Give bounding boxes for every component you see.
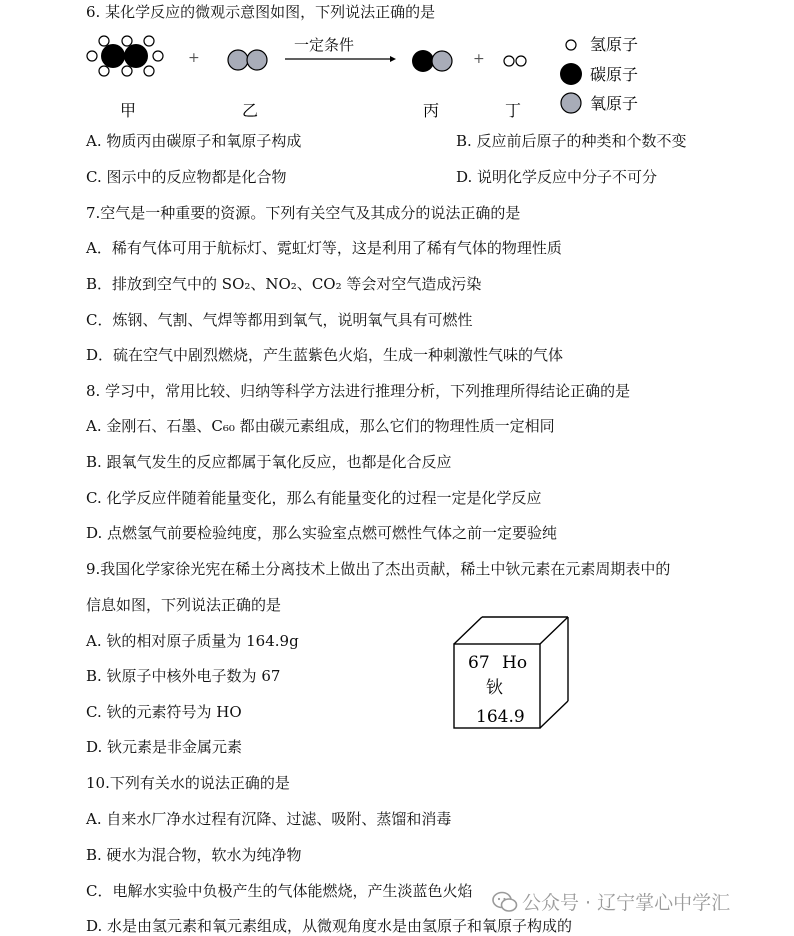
q7-option-b: B．排放到空气中的 SO₂、NO₂、CO₂ 等会对空气造成污染 <box>86 275 482 293</box>
q8-option-c: C. 化学反应伴随着能量变化，那么有能量变化的过程一定是化学反应 <box>86 489 542 507</box>
q7-option-a: A．稀有气体可用于航标灯、霓虹灯等，这是利用了稀有气体的物理性质 <box>86 239 562 257</box>
q6-option-d: D. 说明化学反应中分子不可分 <box>456 168 658 186</box>
q8-option-a: A. 金刚石、石墨、C₆₀ 都由碳元素组成，那么它们的物理性质一定相同 <box>86 417 555 435</box>
element-name: 钬 <box>486 678 503 698</box>
q10-option-d: D. 水是由氢元素和氧元素组成，从微观角度水是由氢原子和氧原子构成的 <box>86 917 573 935</box>
legend-carbon: 碳原子 <box>590 65 639 84</box>
q7-option-d: D．硫在空气中剧烈燃烧，产生蓝紫色火焰，生成一种刺激性气味的气体 <box>86 346 564 364</box>
oxygen-atom-icon <box>561 93 581 113</box>
element-cell-cube <box>450 614 574 732</box>
q10-option-b: B. 硬水为混合物，软水为纯净物 <box>86 846 302 864</box>
plus-sign: + <box>188 50 200 66</box>
q7-option-c: C．炼钢、气割、气焊等都用到氧气，说明氧气具有可燃性 <box>86 311 473 329</box>
wechat-icon <box>492 891 518 913</box>
hydrogen-atom-icon <box>566 40 576 50</box>
reaction-arrow-icon <box>285 56 396 62</box>
q10-stem: 10.下列有关水的说法正确的是 <box>86 774 290 792</box>
q6-option-b: B. 反应前后原子的种类和个数不变 <box>456 132 687 150</box>
q8-stem: 8. 学习中，常用比较、归纳等科学方法进行推理分析，下列推理所得结论正确的是 <box>86 382 631 400</box>
element-mass: 164.9 <box>476 707 525 727</box>
q9-option-d: D. 钬元素是非金属元素 <box>86 738 243 756</box>
legend-hydrogen: 氢原子 <box>590 35 639 54</box>
element-number: 67 <box>468 653 490 673</box>
q9-option-c: C. 钬的元素符号为 HO <box>86 703 242 721</box>
q9-stem-line2: 信息如图，下列说法正确的是 <box>86 596 282 614</box>
q9-option-a: A. 钬的相对原子质量为 164.9g <box>86 632 299 650</box>
label-jia: 甲 <box>120 101 137 120</box>
methane-molecule-icon <box>87 36 163 76</box>
watermark-text: 公众号 · 辽宁掌心中学汇 <box>522 892 731 914</box>
oxygen-molecule-icon <box>228 50 267 70</box>
reaction-diagram <box>80 28 680 126</box>
label-ding: 丁 <box>505 101 522 120</box>
carbon-atom-icon <box>560 63 582 85</box>
element-symbol: Ho <box>502 653 528 673</box>
q8-option-b: B. 跟氧气发生的反应都属于氧化反应，也都是化合反应 <box>86 453 452 471</box>
q6-option-a: A. 物质丙由碳原子和氧原子构成 <box>86 132 302 150</box>
q10-option-c: C．电解水实验中负极产生的气体能燃烧，产生淡蓝色火焰 <box>86 882 473 900</box>
watermark <box>492 888 730 915</box>
q9-option-b: B. 钬原子中核外电子数为 67 <box>86 667 281 685</box>
hydrogen-molecule-icon <box>504 56 526 66</box>
legend-oxygen: 氧原子 <box>590 94 639 113</box>
q6-option-c: C. 图示中的反应物都是化合物 <box>86 168 287 186</box>
label-yi: 乙 <box>242 101 259 120</box>
label-bing: 丙 <box>423 101 440 120</box>
q9-stem-line1: 9.我国化学家徐光宪在稀土分离技术上做出了杰出贡献，稀土中钬元素在元素周期表中的 <box>86 560 671 578</box>
carbon-monoxide-molecule-icon <box>412 50 452 72</box>
plus-sign-2: + <box>473 51 485 67</box>
q6-stem: 6. 某化学反应的微观示意图如图，下列说法正确的是 <box>86 3 436 21</box>
q10-option-a: A. 自来水厂净水过程有沉降、过滤、吸附、蒸馏和消毒 <box>86 810 452 828</box>
legend <box>560 35 638 113</box>
arrow-label: 一定条件 <box>294 36 355 54</box>
q7-stem: 7.空气是一种重要的资源。下列有关空气及其成分的说法正确的是 <box>86 204 521 222</box>
q8-option-d: D. 点燃氢气前要检验纯度，那么实验室点燃可燃性气体之前一定要验纯 <box>86 524 558 542</box>
